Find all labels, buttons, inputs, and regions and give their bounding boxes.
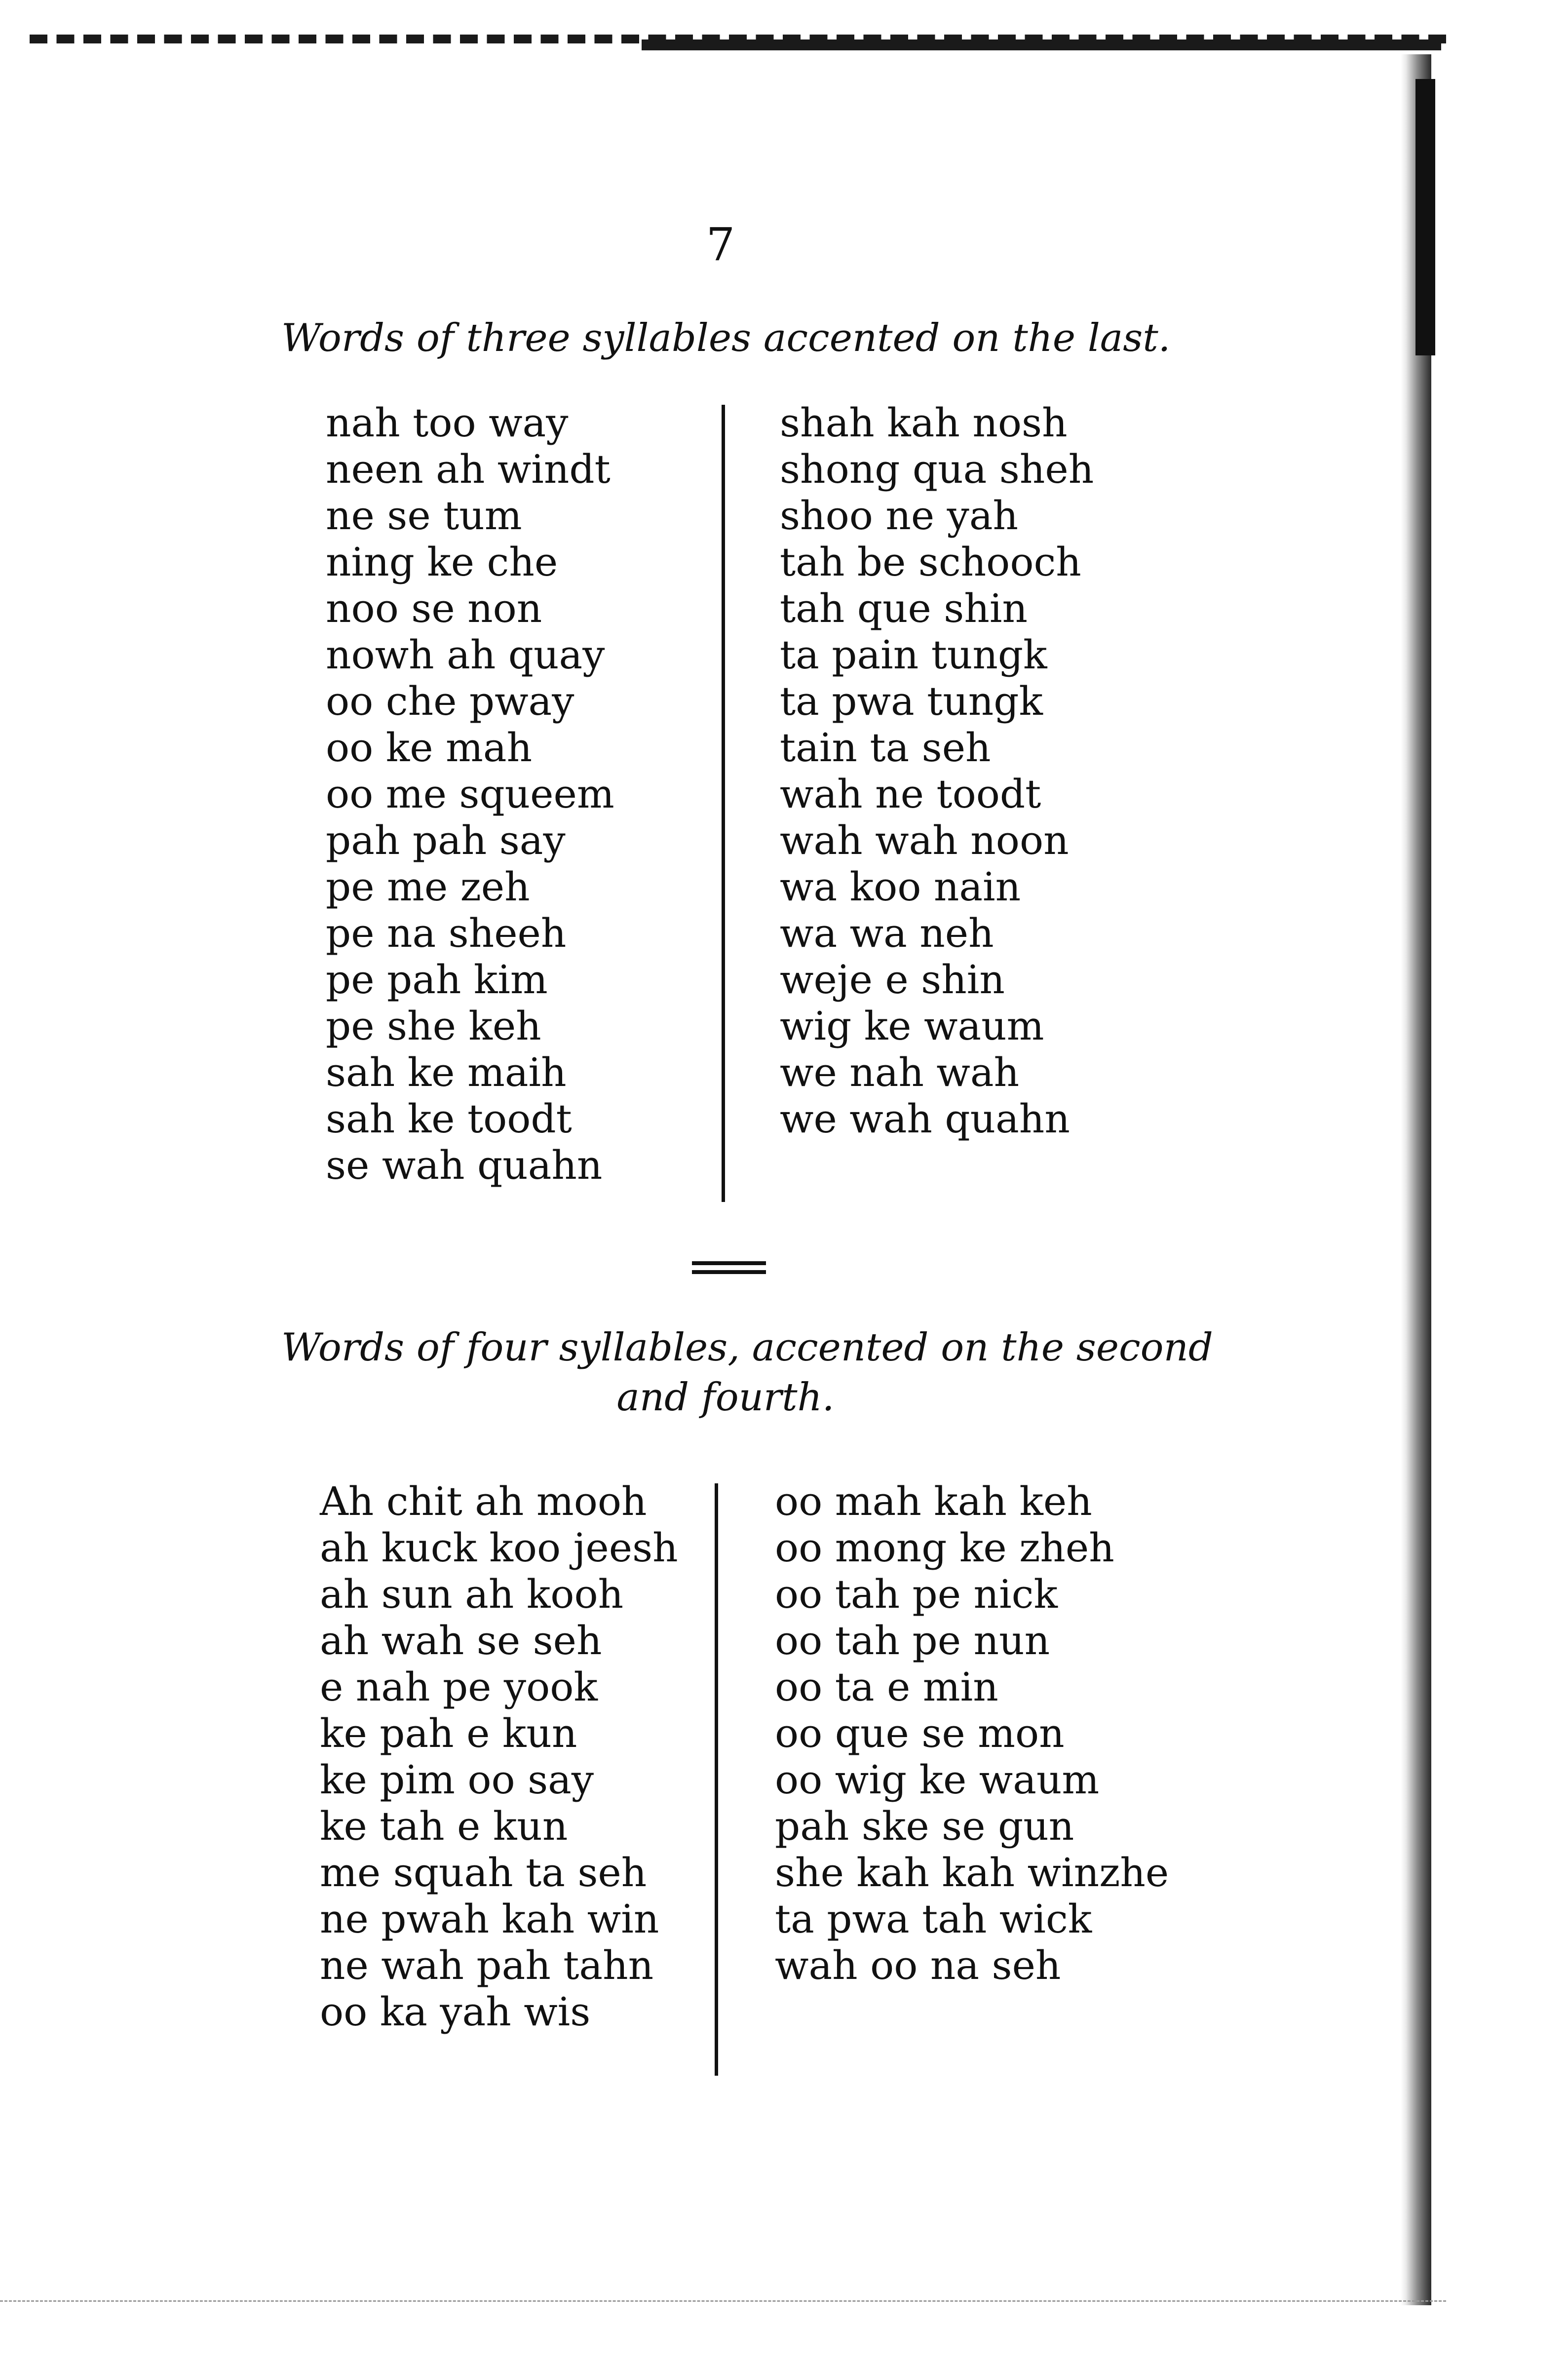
word-entry: oo ke mah	[326, 725, 533, 771]
word-entry: wah oo na seh	[775, 1942, 1061, 1988]
word-entry: ah wah se seh	[320, 1618, 602, 1664]
word-entry: oo mong ke zheh	[775, 1525, 1114, 1571]
word-entry: noo se non	[326, 585, 542, 631]
word-list-left	[320, 1478, 678, 2035]
word-entry: we nah wah	[780, 1049, 1020, 1095]
word-entry: shah kah nosh	[780, 400, 1068, 446]
word-entry: nah too way	[326, 400, 569, 446]
word-entry: tah be schooch	[780, 539, 1081, 585]
word-entry: ning ke che	[326, 539, 558, 585]
word-entry: oo che pway	[326, 678, 574, 724]
word-entry: pe pah kim	[326, 957, 548, 1003]
word-entry: ke pim oo say	[320, 1757, 594, 1803]
word-entry: ta pwa tungk	[780, 678, 1043, 724]
word-entry: oo mah kah keh	[775, 1478, 1092, 1524]
word-entry: oo tah pe nun	[775, 1618, 1050, 1664]
scan-edge-top-bar	[642, 39, 1441, 50]
word-entry: wa wa neh	[780, 910, 994, 956]
word-entry: wah wah noon	[780, 817, 1069, 863]
word-entry: oo tah pe nick	[775, 1571, 1058, 1617]
word-entry: ta pain tungk	[780, 632, 1047, 678]
scan-edge-right-dark	[1415, 79, 1435, 355]
word-entry: shoo ne yah	[780, 493, 1019, 539]
word-entry: sah ke toodt	[326, 1096, 572, 1142]
word-entry: nowh ah quay	[326, 632, 605, 678]
word-entry: ke tah e kun	[320, 1803, 568, 1849]
column-divider	[722, 405, 725, 1202]
word-entry: she kah kah winzhe	[775, 1850, 1169, 1896]
scan-edge-bottom	[0, 2300, 1446, 2302]
column-divider	[715, 1483, 718, 2076]
word-entry: e nah pe yook	[320, 1664, 598, 1710]
section-separator	[692, 1261, 766, 1274]
word-entry: oo wig ke waum	[775, 1757, 1100, 1803]
word-entry: ne wah pah tahn	[320, 1942, 654, 1988]
word-entry: neen ah windt	[326, 446, 611, 492]
word-list-right	[780, 400, 1094, 1142]
word-entry: pah pah say	[326, 817, 566, 863]
word-entry: shong qua sheh	[780, 446, 1094, 492]
word-entry: weje e shin	[780, 957, 1005, 1003]
page-number: 7	[706, 218, 735, 271]
section-heading-four-syllables	[281, 1323, 1213, 1423]
word-entry: ne pwah kah win	[320, 1896, 659, 1942]
word-entry: wa koo nain	[780, 864, 1021, 910]
word-list-right	[775, 1478, 1169, 1989]
heading-line-2: and fourth.	[616, 1375, 835, 1420]
heading-line-1: Words of four syllables, accented on the second	[281, 1325, 1213, 1370]
scan-edge-right	[1401, 54, 1431, 2305]
word-entry: oo ta e min	[775, 1664, 998, 1710]
word-entry: ta pwa tah wick	[775, 1896, 1092, 1942]
word-entry: ke pah e kun	[320, 1710, 577, 1756]
word-entry: oo ka yah wis	[320, 1989, 591, 2035]
word-entry: pe she keh	[326, 1003, 541, 1049]
word-entry: ne se tum	[326, 493, 522, 539]
word-entry: pe na sheeh	[326, 910, 567, 956]
word-entry: oo que se mon	[775, 1710, 1065, 1756]
word-entry: me squah ta seh	[320, 1850, 647, 1896]
word-entry: pah ske se gun	[775, 1803, 1074, 1849]
word-entry: wig ke waum	[780, 1003, 1044, 1049]
word-entry: Ah chit ah mooh	[320, 1478, 647, 1524]
word-entry: ah kuck koo jeesh	[320, 1525, 678, 1571]
word-entry: pe me zeh	[326, 864, 530, 910]
word-entry: oo me squeem	[326, 771, 614, 817]
word-entry: tain ta seh	[780, 725, 991, 771]
word-list-left	[326, 400, 614, 1189]
word-entry: wah ne toodt	[780, 771, 1041, 817]
word-entry: we wah quahn	[780, 1096, 1070, 1142]
word-entry: tah que shin	[780, 585, 1028, 631]
word-entry: se wah quahn	[326, 1142, 603, 1188]
section-heading-three-syllables: Words of three syllables accented on the last.	[281, 316, 1171, 360]
word-entry: ah sun ah kooh	[320, 1571, 624, 1617]
word-entry: sah ke maih	[326, 1049, 567, 1095]
